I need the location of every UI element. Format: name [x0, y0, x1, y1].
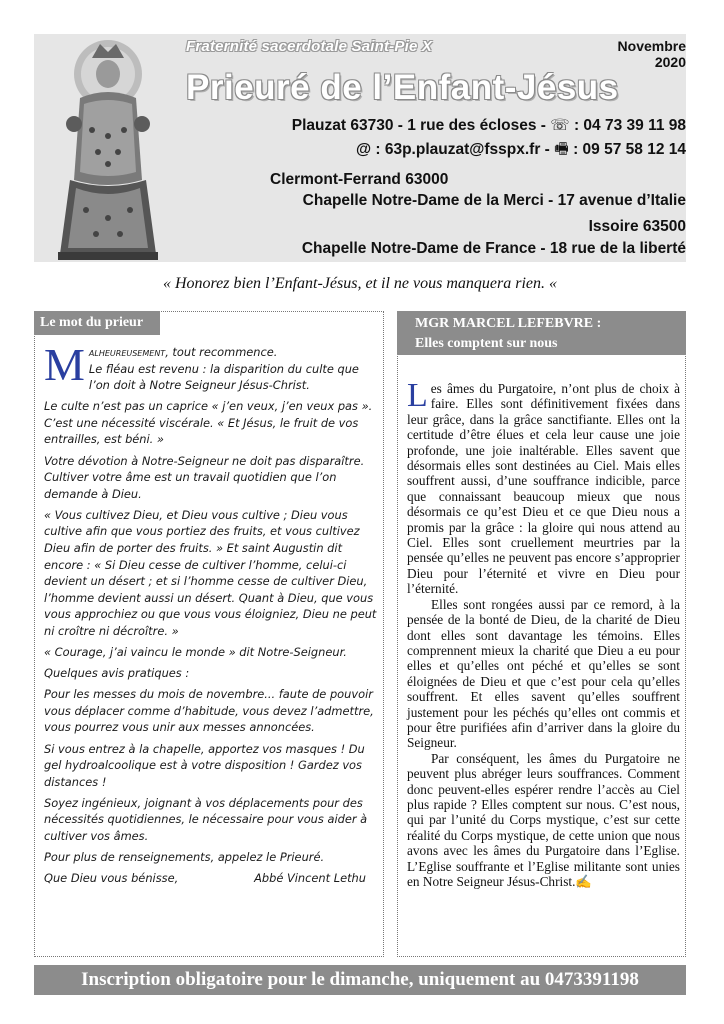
issue-date [600, 38, 686, 70]
prior-paragraph: Quelques avis pratiques : [44, 666, 190, 681]
issue-year: 2020 [654, 54, 686, 70]
prior-paragraph [44, 339, 378, 394]
fraternite-title: Fraternité sacerdotale Saint-Pie X [186, 38, 433, 55]
fax-number: : 09 57 58 12 14 [573, 141, 686, 158]
drop-cap-m: M [44, 339, 85, 390]
prior-paragraph: Le culte n’est pas un caprice « j’en veux, j’en veux pas ». C’est une nécessité viscérale. « Et Jésus, le fruit de vos entrailles, est béni. » [44, 399, 373, 447]
email-prefix: @ [355, 141, 372, 158]
lefebvre-paragraph [407, 751, 680, 890]
prior-paragraph: « Courage, j’ai vaincu le monde » dit Notre-Seigneur. [44, 645, 347, 660]
prior-paragraph: « Vous cultivez Dieu, et Dieu vous cultive ; Dieu vous cultive afin que vous portiez des fruits, et vous cultivez Dieu afin de porter des fruits. » Et saint Augustin dit encore : « Si Dieu cesse de cultiver l’homme, celui-ci devient un désert ; et si l’homme cesse de cultiver Dieu, l’homme devient aussi un désert. Quant à Dieu, que vous vous approchiez ou que vous vous éloigniez, Dieu ne peut ni croître ni décroître. » [44, 507, 377, 638]
prior-paragraph: Votre dévotion à Notre-Seigneur ne doit pas disparaître. Cultiver votre âme est un travail quotidien que l’on demande à Dieu. [44, 453, 365, 501]
prior-paragraph: Pour les messes du mois de novembre... faute de pouvoir vous déplacer comme d’habitude, vous devez l’admettre, vous pourrez vous unir aux messes annoncées. [44, 687, 374, 735]
lefebvre-heading-1: MGR MARCEL LEFEBVRE : [415, 316, 602, 331]
email-address[interactable]: : 63p.plauzat@fsspx.fr - [375, 141, 550, 158]
issoire-chapel: Chapelle Notre-Dame de France - 18 rue de la liberté [301, 240, 686, 257]
lefebvre-paragraph: Elles sont rongées aussi par ce remord, à la pensée de la bonté de Dieu, de la charité de Dieu dont elles sont davantage les témoins. Elles comprennent mieux la charité que Dieu a eu pour elles et qu’elles ont péché et qu’elles se sont éloignées de Dieu et que c’est pour cela qu’elles souffrent. Et elles savent qu’elles souffrent justement pour les péchés qu’elles ont commis et pour être purifiées afin d’arriver dans la gloire du Seigneur. [407, 596, 680, 751]
signature-text: Abbé Vincent Lethu [254, 871, 366, 886]
prior-signature [44, 870, 378, 887]
clermont-city: Clermont-Ferrand 63000 [270, 171, 449, 188]
motto-quote: « Honorez bien l’Enfant-Jésus, et il ne vous manquera rien. « [162, 275, 557, 292]
lefebvre-text [407, 377, 680, 889]
issoire-city: Issoire 63500 [588, 218, 686, 235]
address-phone-line [292, 116, 686, 135]
email-fax-line [356, 137, 686, 164]
prior-paragraph: Soyez ingénieux, joignant à vos déplacements pour des nécessités quotidiennes, le nécessaire pour vous aider à cultiver vos âmes. [44, 795, 368, 844]
prior-word-text [44, 339, 378, 891]
prior-lead-2: Le fléau est revenu : la disparition du culte que l’on doit à Notre Seigneur Jésus-Christ. [88, 361, 359, 393]
drop-cap-l: L [407, 377, 428, 414]
blessing-text: Que Dieu vous bénisse, [44, 871, 179, 886]
prior-lead-smallcaps: alheureusement, [88, 345, 169, 359]
writing-hand-icon: ✍ [575, 874, 592, 889]
address-text: Plauzat 63730 - 1 rue des écloses - [291, 117, 546, 134]
lefebvre-p1: es âmes du Purgatoire, n’ont plus de choix à faire. Elles sont définitivement fixées dans leur grâce, dans la grâce sanctifiante. Elles ont la certitude d’être élues et cela leur cause une joie profonde, une joie inaltérable. Elles savent que désormais elles sont destinées au Ciel. Mais elles souffrent aussi, d’une souffrance indicible, parce que connaissant beaucoup mieux que nous désormais ce qu’est Dieu et ce que Dieu nous a promis par la grâce : la gloire qui nous attend au Ciel. Elles sont cruellement meurtries par la pensée qu’elles ne peuvent pas encore s’approprier Dieu pour l’éternité et vivre en Dieu pour l’éternité. [407, 381, 680, 597]
lefebvre-heading-2: Elles comptent sur nous [415, 336, 558, 351]
prior-paragraph: Si vous entrez à la chapelle, apportez vos masques ! Du gel hydroalcoolique est à votre disposition ! Gardez vos distances ! [44, 741, 365, 789]
phone-icon: ☏ [550, 117, 570, 134]
issue-month: Novembre [617, 38, 686, 54]
prior-paragraph: Pour plus de renseignements, appelez le Prieuré. [44, 850, 325, 865]
lefebvre-paragraph [407, 377, 680, 597]
footer-banner: Inscription obligatoire pour le dimanche, uniquement au 0473391198 [34, 965, 686, 995]
infant-jesus-statue-image [50, 40, 166, 262]
prieure-title: Prieuré de l’Enfant-Jésus [186, 68, 619, 107]
phone-number: : 04 73 39 11 98 [573, 117, 686, 134]
lefebvre-p3: Par conséquent, les âmes du Purgatoire ne peuvent plus abréger leurs souffrances. Comment donc peuvent-elles espérer rendre l’accès au Ciel plus rapide ? Elles comptent sur nous. C’est nous, qui par l’unité du Corps mystique, c’est sur cette réalité du Corps mystique, de cette union que nous avons avec les âmes du Purgatoire dans l’Eglise. L’Eglise souffrante et l’Eglise militante sont unies en Notre Seigneur Jésus-Christ. [407, 750, 680, 889]
prior-word-heading: Le mot du prieur [34, 311, 160, 335]
clermont-chapel: Chapelle Notre-Dame de la Merci - 17 avenue d’Italie [302, 192, 686, 209]
prior-lead-rest: tout recommence. [168, 345, 278, 359]
lefebvre-heading [397, 311, 686, 355]
fax-icon: 🖷 [554, 141, 569, 158]
